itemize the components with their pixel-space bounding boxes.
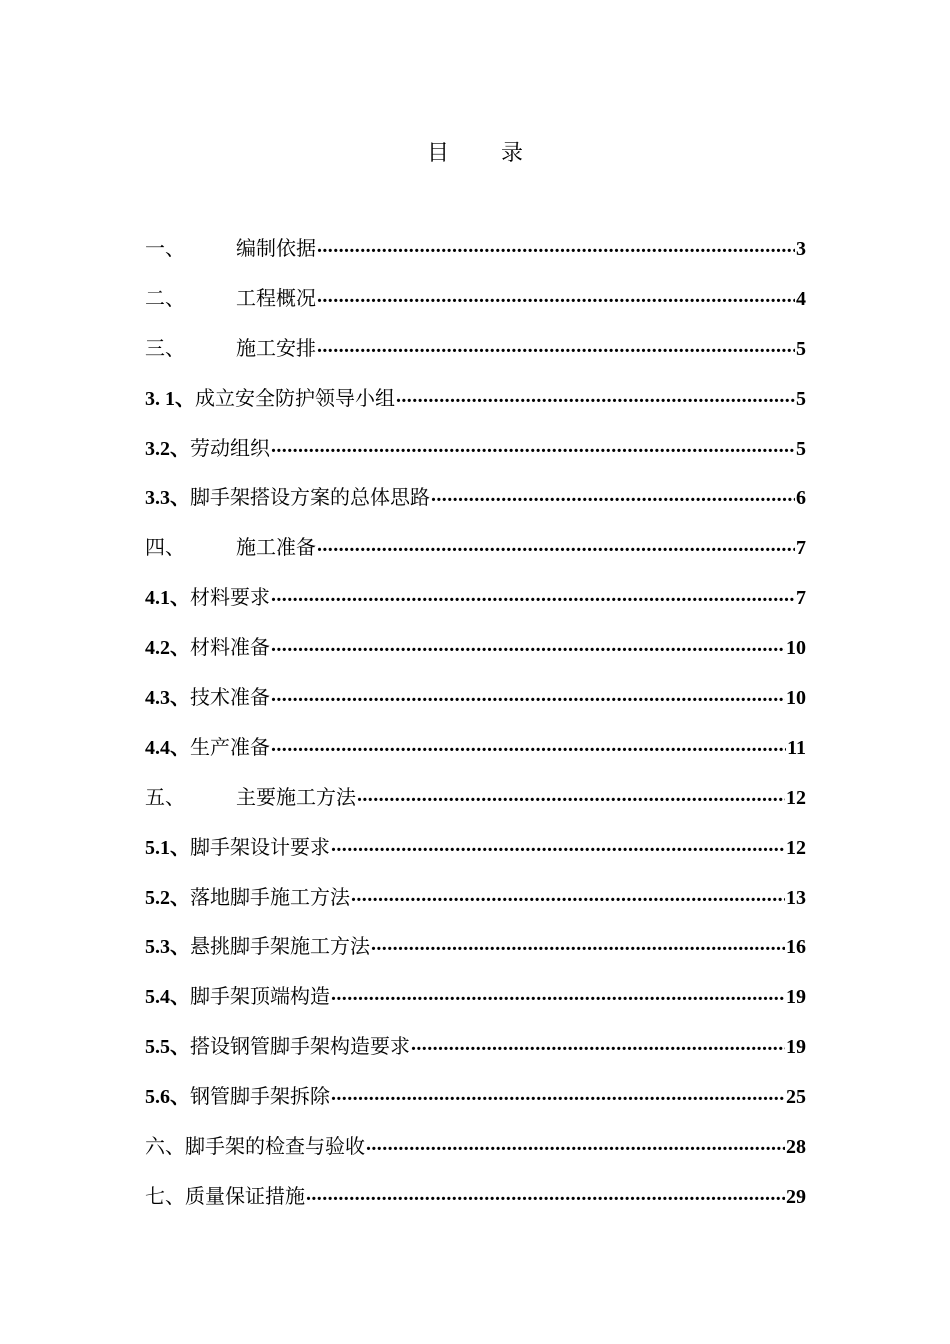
toc-dot-leader [271,684,785,704]
toc-entry-page: 5 [796,387,806,410]
toc-entry[interactable] [145,282,806,332]
toc-entry-number: 4.1、 [145,587,190,610]
toc-entry[interactable] [145,581,806,631]
toc-entry-page: 5 [796,437,806,460]
toc-entry-title: 材料准备 [190,637,270,660]
toc-entry-number: 4.2、 [145,637,190,660]
toc-entry-title: 钢管脚手架拆除 [190,1086,330,1109]
toc-entry-page: 4 [796,287,806,310]
toc-entry-title: 搭设钢管脚手架构造要求 [190,1036,410,1059]
toc-entry[interactable] [145,631,806,681]
toc-entry-page: 7 [796,537,806,560]
toc-entry-page: 6 [796,487,806,510]
toc-entry-number: 5.2、 [145,886,190,909]
toc-entry-title: 落地脚手施工方法 [190,886,350,909]
toc-entry[interactable] [145,232,806,282]
toc-dot-leader [431,484,795,504]
toc-entry-number: 4.4、 [145,736,190,759]
toc-entry-title: 劳动组织 [190,437,270,460]
toc-entry-title: 脚手架顶端构造 [190,986,330,1009]
toc-dot-leader [331,983,785,1003]
toc-entry-number: 六、 [145,1136,185,1159]
toc-entry-page: 29 [786,1185,806,1208]
toc-entry-page: 3 [796,238,806,260]
toc-entry-number: 5.1、 [145,836,190,859]
toc-entry-page: 25 [786,1086,806,1109]
toc-entry-page: 19 [786,986,806,1009]
toc-entry[interactable] [145,831,806,881]
toc-entry-title: 工程概况 [236,287,316,310]
toc-entry-number: 二、 [145,287,185,310]
toc-entry-number: 3. 1、 [145,387,195,410]
toc-dot-leader [271,634,785,654]
toc-dot-leader [306,1183,785,1203]
toc-dot-leader [371,933,785,953]
toc-entry-number: 一、 [145,238,185,260]
toc-entry-title: 脚手架搭设方案的总体思路 [190,487,430,510]
toc-entry[interactable] [145,382,806,432]
toc-entry[interactable] [145,930,806,980]
toc-entry[interactable] [145,432,806,482]
page-title-char-1: 目 [426,140,449,165]
toc-entry-title: 生产准备 [190,736,270,759]
toc-entry-number: 3.2、 [145,437,190,460]
toc-entry-page: 5 [796,337,806,360]
page-title [0,136,950,167]
toc-dot-leader [271,584,795,604]
toc-entry-page: 28 [786,1136,806,1159]
toc-dot-leader [331,1083,785,1103]
toc-entry[interactable] [145,781,806,831]
toc-entry-title: 质量保证措施 [185,1185,305,1208]
toc-dot-leader [396,385,795,405]
toc-dot-leader [357,784,785,804]
toc-dot-leader [317,534,795,554]
toc-entry-page: 10 [786,687,806,710]
toc-entry-page: 7 [796,587,806,610]
toc-entry-number: 五、 [145,786,185,809]
toc-entry-page: 16 [786,936,806,959]
toc-entry-number: 5.3、 [145,936,190,959]
toc-entry[interactable] [145,980,806,1030]
toc-entry-title: 脚手架的检查与验收 [185,1136,365,1159]
toc-entry-title: 编制依据 [236,238,316,260]
toc-entry-title: 技术准备 [190,687,270,710]
toc-dot-leader [411,1033,785,1053]
toc-entry-number: 5.6、 [145,1086,190,1109]
page-title-char-2: 录 [501,140,524,165]
toc-entry[interactable] [145,681,806,731]
toc-entry-number: 三、 [145,337,185,360]
toc-dot-leader [351,884,785,904]
toc-dot-leader [271,734,786,754]
toc-entry-number: 4.3、 [145,687,190,710]
toc-dot-leader [271,435,795,455]
toc-entry-page: 19 [786,1036,806,1059]
toc-entry[interactable] [145,731,806,781]
toc-dot-leader [366,1133,785,1153]
toc-entry-number: 5.5、 [145,1036,190,1059]
toc-entry-title: 施工准备 [236,537,316,560]
toc-entry[interactable] [145,481,806,531]
toc-entry-page: 13 [786,886,806,909]
toc-entry-page: 12 [786,786,806,809]
toc-entry[interactable] [145,1080,806,1130]
toc-dot-leader [317,335,795,355]
toc-entry-title: 主要施工方法 [236,786,356,809]
toc-entry-number: 七、 [145,1185,185,1208]
toc-entry[interactable] [145,531,806,581]
toc-dot-leader [331,834,785,854]
toc-entry-number: 3.3、 [145,487,190,510]
toc-entry[interactable] [145,332,806,382]
toc-entry-title: 悬挑脚手架施工方法 [190,936,370,959]
toc-entry-title: 成立安全防护领导小组 [195,387,395,410]
table-of-contents [145,232,806,1230]
toc-entry[interactable] [145,1180,806,1230]
toc-entry-title: 施工安排 [236,337,316,360]
toc-entry-page: 12 [786,836,806,859]
toc-dot-leader [317,285,795,305]
toc-entry-title: 脚手架设计要求 [190,836,330,859]
toc-entry[interactable] [145,1130,806,1180]
toc-entry-page: 10 [786,637,806,660]
toc-entry[interactable] [145,881,806,931]
toc-entry[interactable] [145,1030,806,1080]
toc-entry-title: 材料要求 [190,587,270,610]
toc-entry-number: 四、 [145,537,185,560]
toc-dot-leader [317,235,795,255]
toc-entry-page: 11 [787,736,806,759]
toc-entry-number: 5.4、 [145,986,190,1009]
